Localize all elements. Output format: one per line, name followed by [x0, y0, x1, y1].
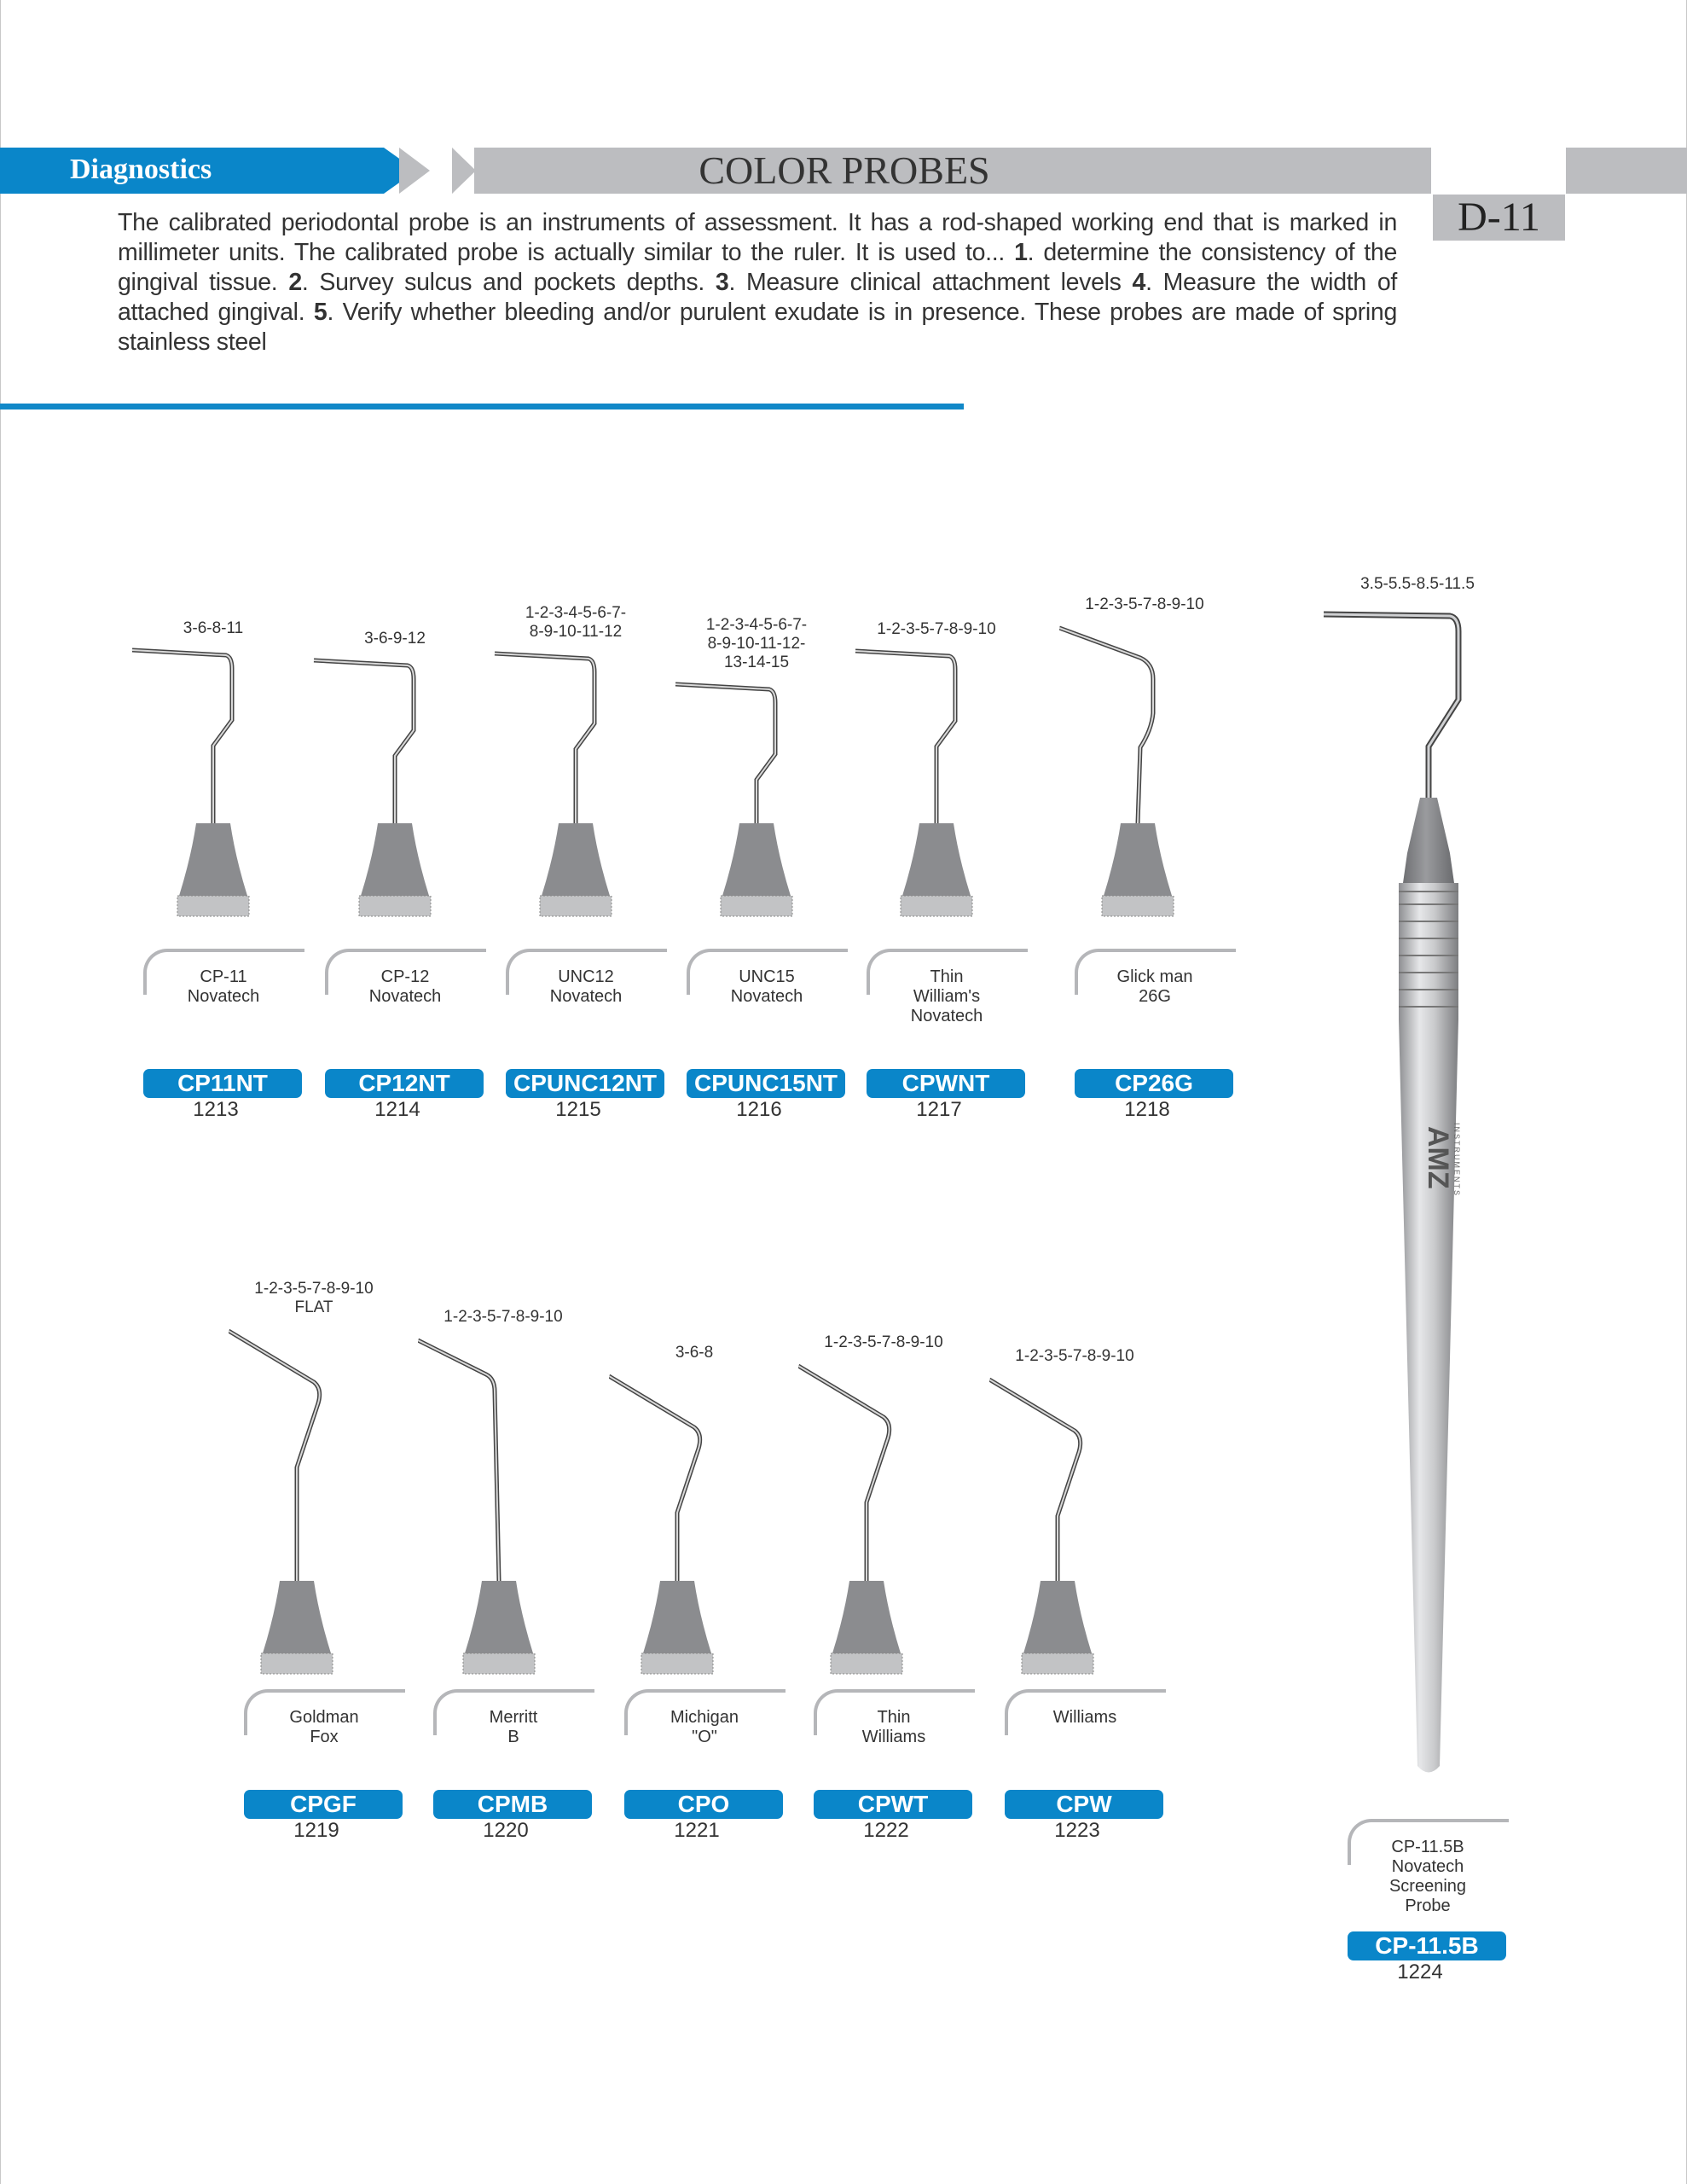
intro-text: The calibrated periodontal probe is an instruments of assessment. It has a rod-shaped working end that is marked in millimeter units. The calibrated probe is actually similar to the ruler. It is used to... — [118, 209, 1397, 266]
probe-markings-label — [609, 1344, 780, 1362]
product-name — [320, 967, 490, 1007]
markings-line: 1-2-3-5-7-8-9-10 — [254, 1280, 374, 1298]
product-number: 1219 — [293, 1819, 339, 1842]
probe-tip-highlight — [229, 1331, 320, 1581]
intro-step-number: 2 — [288, 269, 302, 296]
probe-tip-highlight — [314, 660, 414, 823]
markings-line: 13-14-15 — [723, 653, 790, 671]
markings-line: FLAT — [294, 1298, 333, 1316]
product-code-badge[interactable]: CP11NT — [143, 1069, 302, 1098]
product-name — [861, 967, 1032, 1026]
probe-tip-highlight — [798, 1366, 890, 1581]
intro-step-number: 5 — [313, 299, 328, 326]
probe-markings-label — [1332, 575, 1503, 594]
probe-markings-label — [490, 604, 661, 642]
markings-line: 8-9-10-11-12- — [707, 635, 806, 653]
probe-tip — [609, 1376, 700, 1581]
product-name-line: Novatech — [910, 1007, 983, 1025]
product-name-line: Novatech — [549, 987, 623, 1006]
probe-tip-highlight — [132, 650, 232, 823]
product-number: 1215 — [555, 1098, 601, 1121]
knurled-grip — [641, 1653, 713, 1674]
product-number: 1222 — [863, 1819, 909, 1842]
markings-line: 1-2-3-5-7-8-9-10 — [1015, 1347, 1134, 1365]
knurled-grip — [721, 896, 792, 916]
product-name — [681, 967, 852, 1007]
handle-cone — [179, 823, 247, 896]
product-name — [619, 1708, 790, 1747]
intro-text: . Survey sulcus and pockets depths. — [301, 269, 716, 296]
product-name — [239, 1708, 409, 1747]
knurled-grip — [359, 896, 431, 916]
probe-full-instrument-image — [1313, 597, 1484, 1792]
probe-markings-label — [418, 1308, 588, 1327]
probe-image — [310, 653, 497, 926]
brand-logo — [1422, 1123, 1461, 1197]
product-name-line: Novatech — [368, 987, 442, 1006]
product-name-line: CP-11.5B — [1391, 1838, 1464, 1856]
product-name-line: Novatech — [730, 987, 803, 1006]
product-name-line: UNC15 — [739, 967, 795, 986]
handle-cone — [1403, 798, 1454, 883]
probe-tip-highlight — [855, 651, 955, 823]
handle-cone — [643, 1581, 711, 1653]
product-name-line: CP-12 — [380, 967, 430, 986]
probe-tip — [229, 1331, 320, 1581]
markings-line: 8-9-10-11-12 — [529, 623, 623, 641]
handle-cone — [832, 1581, 901, 1653]
product-code-badge[interactable]: CPO — [624, 1790, 783, 1819]
product-code-badge[interactable]: CPMB — [433, 1790, 592, 1819]
product-name-line: UNC12 — [558, 967, 614, 986]
product-name-line: Screening — [1388, 1877, 1467, 1896]
markings-line: 1-2-3-5-7-8-9-10 — [1085, 595, 1204, 613]
brand-logo-text: AMZ — [1422, 1126, 1454, 1189]
section-label: Diagnostics — [70, 154, 212, 185]
probe-tip — [1324, 614, 1458, 802]
banner-right-segment — [1566, 148, 1687, 194]
probe-markings-label — [229, 1280, 399, 1317]
page-edge-left — [0, 0, 1, 2184]
handle-cone — [263, 1581, 331, 1653]
product-name — [428, 1708, 599, 1747]
probe-tip — [855, 651, 955, 823]
product-name-line: 26G — [1139, 987, 1171, 1006]
product-name-line: Glick man — [1116, 967, 1193, 986]
probe-markings-label — [128, 619, 299, 638]
probe-image — [851, 644, 1039, 926]
probe-tip-highlight — [495, 653, 594, 823]
probe-markings-label — [1059, 595, 1230, 614]
product-name — [138, 967, 309, 1007]
intro-text: . Verify whether bleeding and/or purulent exudate is in presence. These probes are made of spring stainless steel — [118, 299, 1398, 356]
product-name-line: Goldman — [289, 1708, 359, 1727]
page-code: D-11 — [1433, 195, 1565, 241]
probe-image — [128, 643, 316, 926]
product-number: 1213 — [193, 1098, 239, 1121]
markings-line: 3-6-8 — [675, 1344, 714, 1362]
markings-line: 3-6-8-11 — [183, 619, 244, 637]
probe-image — [418, 1332, 606, 1683]
product-name-line: Probe — [1405, 1896, 1451, 1915]
product-code-badge[interactable]: CP26G — [1075, 1069, 1233, 1098]
product-code-badge[interactable]: CP12NT — [325, 1069, 484, 1098]
product-name-line: Novatech — [1391, 1857, 1464, 1876]
handle-cone — [902, 823, 971, 896]
product-code-badge[interactable]: CPGF — [244, 1790, 403, 1819]
intro-step-number: 1 — [1014, 239, 1028, 266]
probe-tip — [675, 684, 775, 823]
probe-markings-label — [671, 616, 842, 672]
product-name-line: Merritt — [489, 1708, 538, 1727]
markings-line: 1-2-3-4-5-6-7- — [525, 604, 627, 622]
markings-line: 3.5-5.5-8.5-11.5 — [1360, 575, 1475, 593]
product-name-line: Williams — [1052, 1708, 1117, 1727]
probe-markings-label — [310, 630, 480, 648]
probe-tip — [989, 1380, 1081, 1581]
probe-image — [989, 1371, 1177, 1683]
probe-tip — [418, 1340, 499, 1581]
handle-cone — [465, 1581, 533, 1653]
page-title: COLOR PROBES — [699, 148, 990, 192]
brand-logo-subtext: INSTRUMENTS — [1452, 1123, 1461, 1197]
product-code-badge[interactable]: CPWT — [814, 1790, 972, 1819]
product-name-line: Thin — [930, 967, 964, 986]
knurled-grip — [177, 896, 249, 916]
probe-image — [671, 677, 859, 926]
intro-text: . Measure clinical attachment levels — [728, 269, 1133, 296]
probe-image — [798, 1357, 986, 1683]
product-name-line: Novatech — [187, 987, 260, 1006]
product-code-badge[interactable]: CPUNC15NT — [687, 1069, 845, 1098]
knurled-grip — [463, 1653, 535, 1674]
knurled-grip — [901, 896, 972, 916]
product-name-line: William's — [913, 987, 981, 1006]
probe-tip — [495, 653, 594, 823]
intro-step-number: 4 — [1132, 269, 1146, 296]
probe-markings-label — [989, 1347, 1160, 1366]
knurled-grip — [540, 896, 612, 916]
product-number: 1218 — [1124, 1098, 1170, 1121]
intro-text: . Measure the width of attached gingival. — [118, 269, 1397, 326]
probe-image — [1059, 619, 1247, 926]
product-name — [809, 1708, 979, 1747]
probe-tip-highlight — [609, 1376, 700, 1581]
product-name — [1070, 967, 1240, 1007]
handle-cone — [1104, 823, 1172, 896]
product-name-line: Michigan — [670, 1708, 739, 1727]
banner-chevron — [399, 148, 430, 194]
probe-markings-label — [798, 1333, 969, 1352]
product-code-badge[interactable]: CPUNC12NT — [506, 1069, 664, 1098]
handle-cone — [361, 823, 429, 896]
probe-tip-highlight — [1059, 628, 1153, 823]
probe-image — [229, 1322, 416, 1683]
product-name-line: Thin — [877, 1708, 911, 1727]
knurled-grip — [831, 1653, 902, 1674]
probe-tip — [132, 650, 232, 823]
intro-paragraph — [118, 208, 1397, 357]
product-number: 1224 — [1397, 1960, 1443, 1984]
product-name — [1342, 1838, 1513, 1916]
handle-cone — [542, 823, 610, 896]
probe-tip — [314, 660, 414, 823]
markings-line: 3-6-9-12 — [364, 630, 426, 648]
product-code-badge[interactable]: CP-11.5B — [1348, 1931, 1506, 1960]
product-name-line: Fox — [310, 1728, 339, 1746]
product-name-line: "O" — [692, 1728, 717, 1746]
probe-markings-label — [851, 620, 1022, 639]
product-number: 1221 — [674, 1819, 720, 1842]
markings-line: 1-2-3-5-7-8-9-10 — [877, 620, 996, 638]
product-number: 1220 — [483, 1819, 529, 1842]
intro-text: . determine the consistency of the gingival tissue. — [118, 239, 1398, 296]
markings-line: 1-2-3-5-7-8-9-10 — [443, 1308, 563, 1326]
probe-image — [609, 1368, 797, 1683]
product-number: 1217 — [916, 1098, 962, 1121]
product-name-line: B — [507, 1728, 519, 1746]
product-name-line: Williams — [861, 1728, 926, 1746]
product-code-badge[interactable]: CPWNT — [867, 1069, 1025, 1098]
intro-step-number: 3 — [715, 269, 729, 296]
knurled-grip — [1022, 1653, 1093, 1674]
knurled-grip — [1102, 896, 1174, 916]
product-name — [1000, 1708, 1170, 1728]
handle-cone — [1023, 1581, 1092, 1653]
probe-image — [490, 647, 678, 926]
product-code-badge[interactable]: CPW — [1005, 1790, 1163, 1819]
divider-rule — [0, 404, 964, 410]
product-number: 1223 — [1054, 1819, 1100, 1842]
handle-cone — [722, 823, 791, 896]
product-number: 1216 — [736, 1098, 782, 1121]
probe-tip-highlight — [989, 1380, 1081, 1581]
knurled-grip — [261, 1653, 333, 1674]
markings-line: 1-2-3-5-7-8-9-10 — [824, 1333, 943, 1351]
product-number: 1214 — [374, 1098, 420, 1121]
probe-tip-highlight — [675, 684, 775, 823]
markings-line: 1-2-3-4-5-6-7- — [705, 616, 808, 634]
product-name — [501, 967, 671, 1007]
product-name-line: CP-11 — [200, 967, 247, 986]
